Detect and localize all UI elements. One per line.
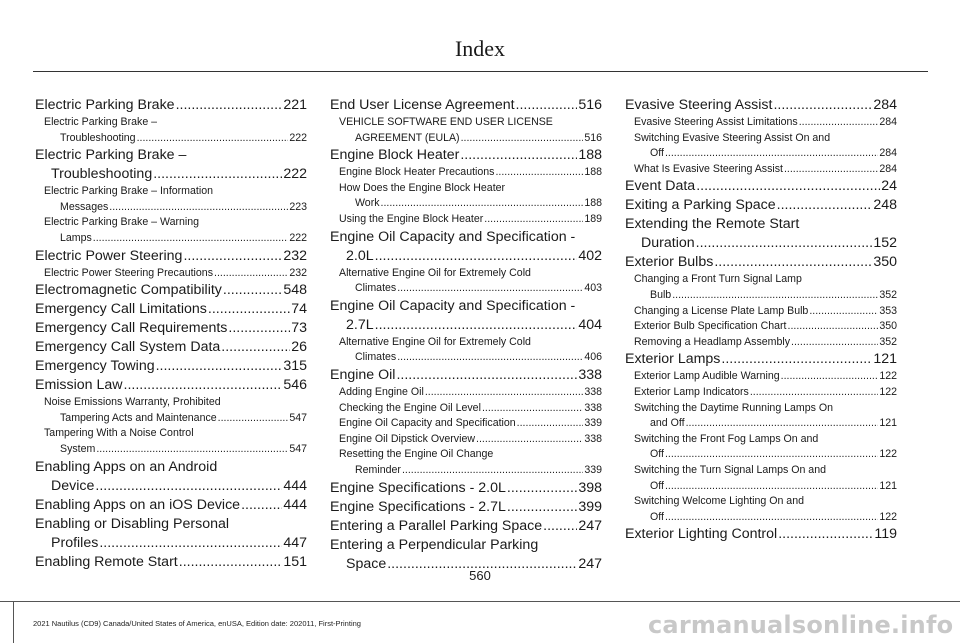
- page-reference: 188: [578, 147, 602, 164]
- dot-leader: [799, 115, 879, 131]
- index-entry: [330, 228, 602, 266]
- page-reference: 188: [584, 197, 602, 210]
- entry-text: Adding Engine Oil: [339, 385, 424, 398]
- page-reference: 122: [879, 510, 897, 523]
- page-reference: 352: [879, 288, 897, 301]
- entry-text: Emergency Call System Data: [35, 339, 221, 356]
- index-subentry: [330, 335, 602, 366]
- dot-leader: [208, 300, 290, 319]
- index-entry: [625, 196, 897, 215]
- dot-leader: [778, 525, 873, 544]
- index-subentry: [625, 494, 897, 525]
- index-column-2: [330, 96, 602, 574]
- dot-leader: [543, 517, 577, 536]
- page-reference: 352: [879, 335, 897, 348]
- page-reference: 26: [291, 339, 307, 356]
- index-entry: [625, 350, 897, 369]
- index-entry: [625, 177, 897, 196]
- page-reference: 74: [291, 301, 307, 318]
- entry-text: VEHICLE SOFTWARE END USER LICENSE: [339, 116, 553, 128]
- page-reference: 24: [881, 178, 897, 195]
- index-subentry: [35, 184, 307, 215]
- entry-text: Switching Evasive Steering Assist On and: [634, 131, 831, 144]
- entry-text: Off: [650, 510, 664, 523]
- dot-leader: [460, 146, 577, 165]
- entry-text: What Is Evasive Steering Assist: [634, 162, 783, 175]
- page-reference: 547: [289, 442, 307, 455]
- entry-text: Work: [355, 197, 380, 210]
- index-subentry: [330, 432, 602, 448]
- index-subentry: [330, 266, 602, 297]
- dot-leader: [397, 281, 583, 297]
- entry-text: Exterior Lamps: [625, 351, 721, 368]
- entry-text: Electric Parking Brake – Information: [44, 185, 213, 198]
- page-reference: 403: [584, 282, 602, 295]
- dot-leader: [228, 319, 290, 338]
- page-reference: 122: [879, 370, 897, 383]
- page-reference: 151: [283, 553, 307, 570]
- entry-text: Alternative Engine Oil for Extremely Cold: [339, 266, 531, 279]
- dot-leader: [665, 479, 878, 495]
- entry-text: End User License Agreement: [330, 97, 515, 113]
- page-reference: 121: [879, 479, 897, 492]
- entry-text: Evasive Steering Assist Limitations: [634, 116, 798, 128]
- entry-text: Engine Specifications - 2.0L: [330, 479, 506, 496]
- entry-text: Exterior Lighting Control: [625, 526, 778, 543]
- entry-text: Exiting a Parking Space: [625, 197, 776, 214]
- page-reference: 404: [578, 316, 602, 333]
- page-number: 560: [469, 568, 491, 583]
- dot-leader: [93, 231, 289, 247]
- index-entry: [35, 281, 307, 300]
- index-entry: [625, 96, 897, 115]
- dot-leader: [516, 96, 578, 115]
- entry-text: Exterior Lamp Audible Warning: [634, 370, 780, 383]
- page-reference: 247: [578, 555, 602, 572]
- dot-leader: [221, 338, 290, 357]
- index-entry: [35, 96, 307, 115]
- index-entry: [625, 525, 897, 544]
- dot-leader: [791, 335, 878, 351]
- entry-text: Device: [51, 477, 95, 494]
- page-reference: 232: [283, 247, 307, 264]
- page-reference: 399: [578, 498, 602, 515]
- page-reference: 546: [283, 377, 307, 394]
- page-reference: 339: [584, 417, 602, 430]
- dot-leader: [686, 416, 879, 432]
- entry-text: Electric Power Steering: [35, 247, 183, 264]
- page-reference: 284: [879, 116, 897, 128]
- entry-text: Enabling Apps on an Android: [35, 458, 218, 475]
- entry-text: How Does the Engine Block Heater: [339, 181, 506, 194]
- dot-leader: [425, 385, 584, 401]
- entry-text: Engine Specifications - 2.7L: [330, 498, 506, 515]
- dot-leader: [176, 96, 283, 115]
- index-column-3: [625, 96, 897, 544]
- index-subentry: [625, 115, 897, 131]
- entry-text: Bulb: [650, 288, 672, 301]
- index-subentry: [330, 212, 602, 228]
- index-entry: [35, 458, 307, 496]
- entry-text: Using the Engine Block Heater: [339, 212, 484, 225]
- entry-text: Changing a License Plate Lamp Bulb: [634, 304, 809, 317]
- dot-leader: [109, 200, 288, 216]
- index-subentry: [330, 401, 602, 417]
- page-reference: 447: [283, 534, 307, 551]
- page-reference: 548: [283, 282, 307, 299]
- page-reference: 119: [874, 526, 897, 543]
- page-reference: 232: [289, 266, 307, 279]
- index-entry: [330, 366, 602, 385]
- page-reference: 152: [873, 235, 897, 252]
- dot-leader: [665, 510, 878, 526]
- edition-note: 2021 Nautilus (CD9) Canada/United States of America, enUSA, Edition date: 202011, First-Printing: [33, 619, 361, 628]
- entry-text: Enabling Apps on an iOS Device: [35, 496, 241, 513]
- dot-leader: [218, 411, 289, 427]
- page-reference: 248: [873, 197, 897, 214]
- index-entry: [330, 146, 602, 165]
- entry-text: Emergency Call Limitations: [35, 301, 207, 318]
- page-reference: 398: [578, 479, 602, 496]
- index-subentry: [625, 272, 897, 303]
- page-reference: 350: [879, 320, 897, 333]
- entry-text: Engine Block Heater Precautions: [339, 166, 495, 179]
- page-title: Index: [454, 36, 506, 61]
- entry-text: Enabling or Disabling Personal: [35, 515, 230, 532]
- watermark-logo: carmanualsonline.info: [648, 611, 954, 639]
- index-entry: [35, 357, 307, 376]
- index-subentry: [625, 304, 897, 320]
- page-reference: 284: [873, 97, 897, 113]
- page-reference: 315: [283, 358, 307, 375]
- dot-leader: [665, 146, 878, 162]
- entry-text: Switching the Turn Signal Lamps On and: [634, 463, 826, 476]
- page-reference: 444: [283, 496, 307, 513]
- entry-text: Emergency Towing: [35, 358, 155, 375]
- index-subentry: [625, 401, 897, 432]
- page-reference: 121: [873, 351, 897, 368]
- index-subentry: [330, 181, 602, 212]
- entry-text: Engine Block Heater: [330, 147, 460, 164]
- entry-text: Off: [650, 479, 664, 492]
- page-reference: 350: [873, 254, 897, 271]
- index-subentry: [330, 447, 602, 478]
- page-reference: 122: [879, 448, 897, 461]
- header-divider: [33, 71, 928, 72]
- page-reference: 338: [584, 385, 602, 398]
- dot-leader: [476, 432, 583, 448]
- footer-divider: [0, 601, 960, 602]
- index-entry: [35, 146, 307, 184]
- index-subentry: [330, 385, 602, 401]
- entry-text: Entering a Parallel Parking Space: [330, 517, 543, 534]
- dot-leader: [99, 534, 282, 553]
- index-entry: [35, 319, 307, 338]
- entry-text: Electric Parking Brake –: [35, 147, 187, 164]
- dot-leader: [721, 350, 872, 369]
- entry-text: 2.7L: [346, 316, 374, 333]
- page-reference: 338: [578, 366, 602, 383]
- dot-leader: [223, 281, 282, 300]
- index-subentry: [35, 395, 307, 426]
- index-entry: [35, 376, 307, 395]
- entry-text: Extending the Remote Start: [625, 216, 800, 233]
- index-entry: [330, 479, 602, 498]
- page-reference: 353: [879, 304, 897, 317]
- entry-text: Emergency Call Requirements: [35, 320, 228, 337]
- index-subentry: [625, 319, 897, 335]
- entry-text: Evasive Steering Assist: [625, 97, 773, 113]
- crop-mark: [13, 601, 14, 643]
- entry-text: Tampering With a Noise Control: [44, 427, 194, 440]
- index-subentry: [35, 426, 307, 457]
- entry-text: Exterior Lamp Indicators: [634, 385, 749, 398]
- index-entry: [35, 247, 307, 266]
- entry-text: System: [60, 442, 96, 455]
- dot-leader: [375, 316, 578, 335]
- dot-leader: [809, 304, 878, 320]
- dot-leader: [124, 376, 283, 395]
- page-reference: 338: [584, 432, 602, 445]
- dot-leader: [402, 463, 583, 479]
- dot-leader: [781, 369, 879, 385]
- entry-text: Switching Welcome Lighting On and: [634, 495, 804, 508]
- entry-text: AGREEMENT (EULA): [355, 131, 460, 144]
- dot-leader: [241, 496, 282, 515]
- dot-leader: [495, 165, 583, 181]
- dot-leader: [517, 416, 584, 432]
- dot-leader: [507, 479, 577, 498]
- dot-leader: [397, 350, 583, 366]
- entry-text: Removing a Headlamp Assembly: [634, 335, 791, 348]
- page-reference: 444: [283, 477, 307, 494]
- page-reference: 284: [879, 147, 897, 160]
- index-subentry: [625, 463, 897, 494]
- dot-leader: [507, 498, 577, 517]
- entry-text: Tampering Acts and Maintenance: [60, 411, 217, 424]
- dot-leader: [773, 96, 872, 115]
- dot-leader: [156, 357, 283, 376]
- index-entry: [330, 96, 602, 115]
- entry-text: Troubleshooting: [60, 131, 136, 144]
- entry-text: Switching the Daytime Running Lamps On: [634, 401, 834, 414]
- entry-text: Off: [650, 448, 664, 461]
- index-subentry: [330, 115, 602, 146]
- dot-leader: [482, 401, 583, 417]
- entry-text: Entering a Perpendicular Parking: [330, 536, 539, 553]
- entry-text: Off: [650, 147, 664, 160]
- entry-text: Noise Emissions Warranty, Prohibited: [44, 396, 221, 409]
- entry-text: Lamps: [60, 231, 92, 244]
- entry-text: Space: [346, 555, 387, 572]
- page-reference: 189: [584, 212, 602, 225]
- entry-text: Reminder: [355, 463, 401, 476]
- page-reference: 547: [289, 411, 307, 424]
- index-subentry: [330, 165, 602, 181]
- dot-leader: [461, 131, 584, 147]
- index-entry: [330, 498, 602, 517]
- dot-leader: [750, 385, 878, 401]
- dot-leader: [95, 477, 282, 496]
- entry-text: Event Data: [625, 178, 696, 195]
- page-reference: 222: [289, 131, 307, 144]
- dot-leader: [714, 253, 872, 272]
- entry-text: Duration: [641, 235, 695, 252]
- index-entry: [35, 338, 307, 357]
- page-reference: 122: [879, 385, 897, 398]
- entry-text: Exterior Bulbs: [625, 254, 714, 271]
- page-reference: 188: [584, 166, 602, 179]
- page-reference: 247: [578, 517, 602, 534]
- entry-text: Exterior Bulb Specification Chart: [634, 320, 787, 333]
- dot-leader: [214, 266, 288, 282]
- dot-leader: [396, 366, 577, 385]
- dot-leader: [696, 234, 873, 253]
- dot-leader: [381, 196, 584, 212]
- dot-leader: [153, 165, 282, 184]
- entry-text: Enabling Remote Start: [35, 553, 178, 570]
- entry-text: Changing a Front Turn Signal Lamp: [634, 273, 802, 286]
- index-subentry: [625, 369, 897, 385]
- page-reference: 221: [283, 97, 307, 113]
- page-reference: 339: [584, 463, 602, 476]
- dot-leader: [672, 288, 878, 304]
- page-reference: 73: [291, 320, 307, 337]
- entry-text: Electromagnetic Compatibility: [35, 282, 222, 299]
- entry-text: Engine Oil Dipstick Overview: [339, 432, 475, 445]
- index-subentry: [35, 115, 307, 146]
- index-subentry: [625, 432, 897, 463]
- page-reference: 121: [879, 417, 897, 430]
- page-reference: 222: [289, 231, 307, 244]
- entry-text: Switching the Front Fog Lamps On and: [634, 432, 819, 445]
- index-column-1: [35, 96, 307, 572]
- dot-leader: [665, 447, 878, 463]
- page-reference: 402: [578, 247, 602, 264]
- page-reference: 338: [584, 401, 602, 414]
- dot-leader: [183, 247, 282, 266]
- index-subentry: [330, 416, 602, 432]
- index-subentry: [625, 162, 897, 178]
- index-entry: [35, 496, 307, 515]
- index-subentry: [625, 131, 897, 162]
- index-subentry: [35, 215, 307, 246]
- entry-text: Engine Oil: [330, 366, 396, 383]
- entry-text: Resetting the Engine Oil Change: [339, 448, 494, 461]
- entry-text: Engine Oil Capacity and Specification -: [330, 297, 576, 314]
- dot-leader: [788, 319, 879, 335]
- dot-leader: [137, 131, 289, 147]
- dot-leader: [375, 247, 578, 266]
- dot-leader: [484, 212, 583, 228]
- page-reference: 222: [283, 166, 307, 183]
- dot-leader: [784, 162, 878, 178]
- index-entry: [35, 515, 307, 553]
- page-reference: 406: [584, 351, 602, 364]
- entry-text: Electric Parking Brake –: [44, 116, 158, 128]
- index-subentry: [625, 385, 897, 401]
- index-entry: [625, 253, 897, 272]
- index-subentry: [625, 335, 897, 351]
- dot-leader: [777, 196, 873, 215]
- page-reference: 223: [289, 200, 307, 213]
- entry-text: Engine Oil Capacity and Specification -: [330, 228, 576, 245]
- entry-text: Electric Parking Brake – Warning: [44, 216, 200, 229]
- entry-text: Checking the Engine Oil Level: [339, 401, 481, 414]
- entry-text: 2.0L: [346, 247, 374, 264]
- entry-text: Electric Parking Brake: [35, 97, 175, 113]
- index-entry: [35, 300, 307, 319]
- entry-text: Climates: [355, 282, 397, 295]
- dot-leader: [696, 177, 880, 196]
- dot-leader: [96, 442, 288, 458]
- page-reference: 516: [584, 131, 602, 144]
- index-subentry: [35, 266, 307, 282]
- index-entry: [330, 517, 602, 536]
- page-reference: 516: [578, 97, 602, 113]
- entry-text: Electric Power Steering Precautions: [44, 266, 213, 279]
- entry-text: Climates: [355, 351, 397, 364]
- entry-text: Alternative Engine Oil for Extremely Cold: [339, 335, 531, 348]
- entry-text: Troubleshooting: [51, 166, 153, 183]
- entry-text: and Off: [650, 417, 685, 430]
- entry-text: Emission Law: [35, 377, 123, 394]
- entry-text: Messages: [60, 200, 109, 213]
- page-reference: 284: [879, 162, 897, 175]
- index-entry: [330, 297, 602, 335]
- index-entry: [625, 215, 897, 253]
- entry-text: Engine Oil Capacity and Specification: [339, 417, 516, 430]
- entry-text: Profiles: [51, 534, 99, 551]
